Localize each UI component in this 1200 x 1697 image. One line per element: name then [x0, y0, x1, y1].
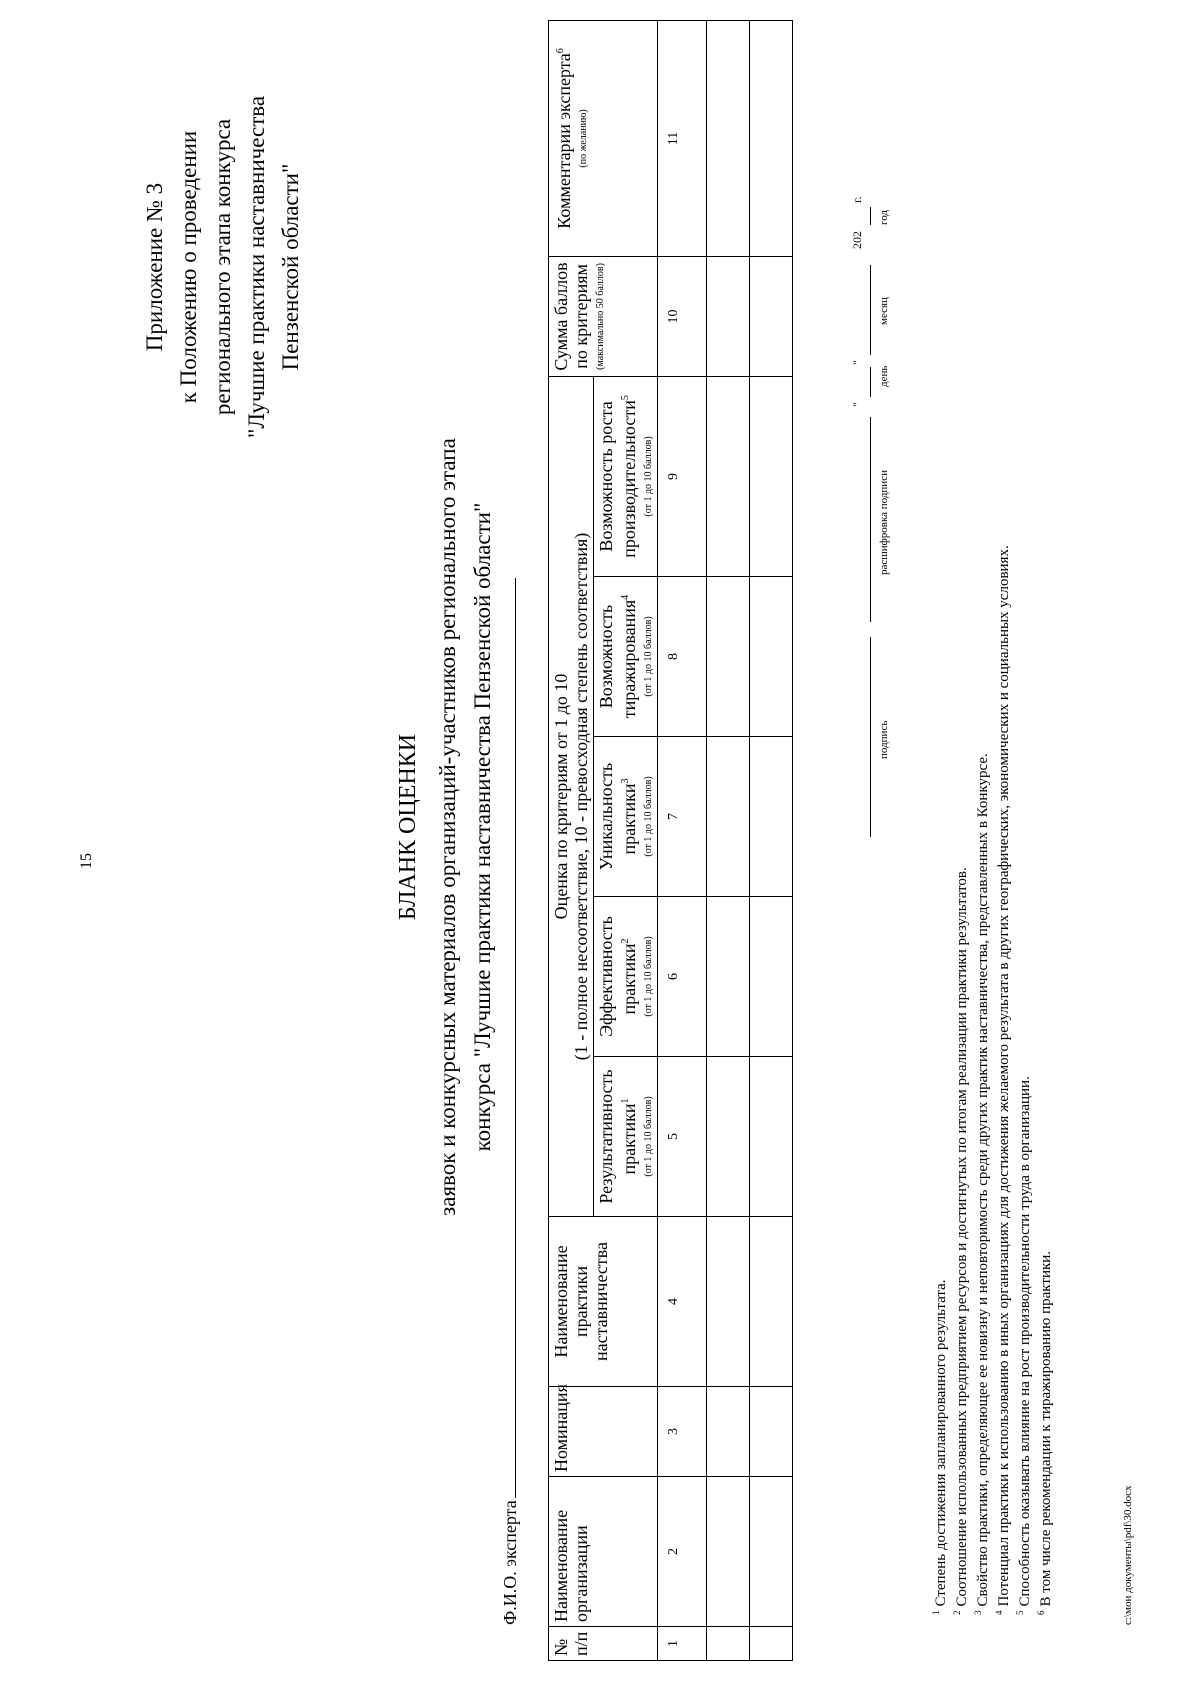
date-quote-close: " — [850, 360, 864, 365]
signature-label: подпись — [878, 720, 890, 759]
col-replication-header — [594, 577, 658, 737]
appendix-line: Приложение № 3 — [142, 182, 167, 352]
appendix-line: Пензенской области" — [278, 163, 303, 371]
date-quote-open: " — [850, 402, 864, 407]
empty-cell[interactable] — [707, 1627, 750, 1661]
empty-cell[interactable] — [750, 1387, 793, 1477]
replication-label: Возможность тиражирования — [596, 599, 639, 719]
footnote-number: 3 — [973, 1610, 983, 1615]
col-org-header: Наименование организации — [549, 1477, 658, 1627]
col-nomination-header: Номинация — [549, 1387, 658, 1477]
footnote — [1012, 35, 1033, 1615]
footnote-text: Потенциал практики к использованию в иных организациях для достижения желаемого результата в других географических, экономических и социальных условиях. — [996, 545, 1012, 1607]
score-note: (от 1 до 10 баллов) — [643, 1096, 654, 1177]
col-uniqueness-header — [594, 737, 658, 897]
result-label: Результативность практики — [596, 1069, 639, 1204]
column-number: 5 — [658, 1057, 707, 1217]
column-number: 2 — [658, 1477, 707, 1627]
expert-label: Ф.И.О. эксперта — [500, 1500, 520, 1625]
month-label: месяц — [878, 297, 890, 325]
empty-cell[interactable] — [707, 897, 750, 1057]
appendix-header — [138, 7, 308, 527]
column-number: 6 — [658, 897, 707, 1057]
criteria-group-title: Оценка по критериям от 1 до 10 — [551, 673, 571, 920]
expert-name-field[interactable] — [500, 578, 521, 1625]
criteria-group-header — [549, 376, 594, 1216]
footnote-text: Способность оказывать влияние на рост производительности труда в организации. — [1017, 1076, 1033, 1607]
empty-cell[interactable] — [707, 737, 750, 897]
score-note: (от 1 до 10 баллов) — [643, 776, 654, 857]
appendix-line: регионального этапа конкурса — [210, 118, 235, 416]
subtitle-line: конкурса "Лучшие практики наставничества Пензенской области" — [470, 502, 495, 1152]
column-number: 9 — [658, 376, 707, 576]
appendix-line: "Лучшие практики наставничества — [244, 95, 269, 439]
empty-cell[interactable] — [707, 1477, 750, 1627]
expert-name-line[interactable] — [501, 578, 516, 1498]
score-note: (от 1 до 10 баллов) — [643, 936, 654, 1017]
col-num-header: № п/п — [549, 1627, 658, 1661]
footnote-number: 4 — [994, 1610, 1004, 1615]
empty-cell[interactable] — [707, 376, 750, 576]
empty-cell[interactable] — [707, 1387, 750, 1477]
column-number-row — [658, 20, 707, 1660]
footnotes — [928, 35, 1054, 1615]
empty-cell[interactable] — [750, 897, 793, 1057]
column-number: 4 — [658, 1217, 707, 1387]
empty-cell[interactable] — [750, 1627, 793, 1661]
empty-cell[interactable] — [750, 1477, 793, 1627]
year-line[interactable] — [870, 207, 871, 225]
empty-cell[interactable] — [707, 256, 750, 376]
column-number: 11 — [658, 20, 707, 256]
footnote — [991, 35, 1012, 1615]
subtitle-line: заявок и конкурсных материалов организаций-участников регионального этапа — [435, 438, 460, 1216]
table-row — [707, 20, 750, 1660]
col-efficiency-header — [594, 897, 658, 1057]
form-subtitle — [430, 187, 500, 1467]
empty-cell[interactable] — [750, 20, 793, 256]
comments-note: (по желанию) — [578, 109, 589, 168]
form-title: БЛАНК ОЦЕНКИ — [395, 733, 421, 921]
sum-note: (максимально 50 баллов) — [595, 263, 606, 370]
efficiency-label: Эффективность практики — [596, 916, 639, 1037]
score-note: (от 1 до 10 баллов) — [643, 436, 654, 517]
footnote-text: Соотношение использованных предприятием ресурсов и достигнутых по итогам реализации практики результатов. — [954, 867, 970, 1607]
column-number: 1 — [658, 1627, 707, 1661]
signature-block — [850, 37, 910, 837]
footnote — [970, 35, 991, 1615]
sum-label: Сумма баллов по критериям — [551, 262, 591, 371]
footnote-text: Свойство практики, определяющее ее новизну и неповторимость среди других практик наставничества, представленных в Конкурсе. — [975, 753, 991, 1607]
empty-cell[interactable] — [750, 1217, 793, 1387]
criteria-group-scale: (1 - полное несоответствие, 10 - превосходная степень соответствия) — [571, 532, 591, 1061]
page-number: 15 — [78, 853, 95, 869]
empty-cell[interactable] — [750, 577, 793, 737]
column-number: 8 — [658, 577, 707, 737]
col-sum-header — [549, 256, 658, 376]
empty-cell[interactable] — [750, 737, 793, 897]
signature-line[interactable] — [870, 637, 871, 837]
footnote-text: В том числе рекомендации к тиражированию практики. — [1038, 1250, 1054, 1607]
table-header-row — [549, 20, 594, 1660]
file-path: c:\мои документы\pdf\30.docx — [1122, 1485, 1134, 1625]
footnote-number: 2 — [952, 1610, 962, 1615]
comments-label: Комментарии эксперта — [554, 53, 574, 229]
footnote-ref: 5 — [620, 395, 631, 401]
productivity-label: Возможность роста производительности — [596, 400, 639, 558]
empty-cell[interactable] — [750, 376, 793, 576]
empty-cell[interactable] — [750, 1057, 793, 1217]
footnote-text: Степень достижения запланированного результата. — [933, 1279, 949, 1607]
col-comments-header — [549, 20, 658, 256]
empty-cell[interactable] — [707, 1057, 750, 1217]
footnote-number: 1 — [931, 1610, 941, 1615]
column-number: 7 — [658, 737, 707, 897]
footnote-ref: 6 — [555, 48, 566, 54]
col-result-header — [594, 1057, 658, 1217]
day-line[interactable] — [870, 367, 871, 397]
footnote-ref: 3 — [620, 778, 631, 784]
empty-cell[interactable] — [707, 20, 750, 256]
year-suffix: г. — [850, 196, 864, 203]
day-label: день — [878, 365, 890, 387]
table-row — [750, 20, 793, 1660]
column-number: 3 — [658, 1387, 707, 1477]
score-note: (от 1 до 10 баллов) — [643, 616, 654, 697]
footnote-ref: 2 — [620, 938, 631, 944]
appendix-line: к Положению о проведении — [176, 130, 201, 404]
column-number: 10 — [658, 256, 707, 376]
footnote-ref: 4 — [620, 594, 631, 600]
footnote — [928, 35, 949, 1615]
footnote-number: 6 — [1036, 1610, 1046, 1615]
footnote — [1033, 35, 1054, 1615]
empty-cell[interactable] — [750, 256, 793, 376]
col-practice-header: Наименование практики наставничества — [549, 1217, 658, 1387]
col-productivity-header — [594, 376, 658, 576]
decode-line[interactable] — [870, 417, 871, 622]
footnote-ref: 1 — [620, 1098, 631, 1104]
evaluation-table — [548, 20, 793, 1661]
year-label: год — [878, 209, 890, 225]
empty-cell[interactable] — [707, 577, 750, 737]
footnote-number: 5 — [1015, 1610, 1025, 1615]
uniqueness-label: Уникальность практики — [596, 762, 639, 871]
footnote — [949, 35, 970, 1615]
empty-cell[interactable] — [707, 1217, 750, 1387]
year-prefix: 202 — [850, 231, 864, 249]
decode-label: расшифровка подписи — [878, 470, 890, 575]
month-line[interactable] — [870, 265, 871, 355]
